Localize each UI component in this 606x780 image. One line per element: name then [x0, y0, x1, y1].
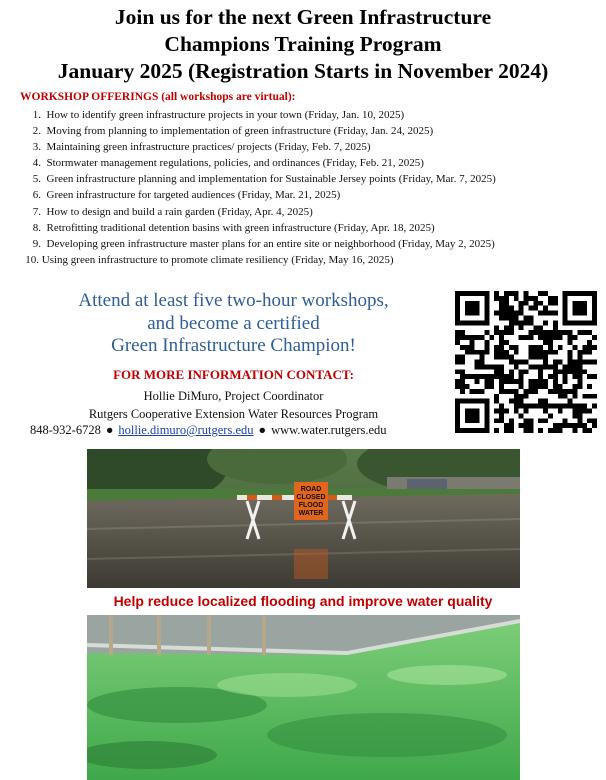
sign-water: WATER [298, 510, 324, 517]
contact-line [30, 423, 387, 438]
workshop-item: 7. How to design and build a rain garden (Friday, Apr. 4, 2025) [32, 205, 313, 218]
workshop-offerings-heading: WORKSHOP OFFERINGS (all workshops are virtual): [20, 91, 296, 103]
workshop-item: 1. How to identify green infrastructure projects in your town (Friday, Jan. 10, 2025) [32, 109, 405, 121]
flooded-street-photo [87, 449, 520, 588]
workshop-item: 5. Green infrastructure planning and implementation for Sustainable Jersey points (Friday, Mar. 7, 2025) [32, 173, 496, 186]
title-line-3: January 2025 (Registration Starts in November 2024) [57, 59, 549, 83]
email-link[interactable]: hollie.dimuro@rutgers.edu [118, 423, 254, 437]
qr-code-icon[interactable] [455, 291, 597, 433]
photo-caption: Help reduce localized flooding and improve water quality [113, 593, 493, 609]
sign-road: ROAD [300, 486, 322, 493]
workshop-item: 6. Green infrastructure for targeted audiences (Friday, Mar. 21, 2025) [32, 189, 341, 202]
bullet-separator: ● [105, 423, 114, 437]
workshop-item: 10. Using green infrastructure to promote climate resiliency (Friday, May 16, 2025) [25, 253, 394, 266]
contact-heading: FOR MORE INFORMATION CONTACT: [113, 367, 354, 382]
certification-callout [26, 290, 441, 358]
workshop-item: 4. Stormwater management regulations, policies, and ordinances (Friday, Feb. 21, 2025) [32, 157, 424, 170]
website-link[interactable]: www.water.rutgers.edu [271, 423, 387, 437]
program-name: Rutgers Cooperative Extension Water Resources Program [88, 407, 379, 421]
sign-closed: CLOSED [296, 494, 326, 501]
title-line-2: Champions Training Program [164, 32, 442, 56]
phone-number: 848-932-6728 [30, 423, 101, 437]
contact-details [26, 387, 441, 423]
workshop-list [0, 107, 600, 268]
coordinator-name: Hollie DiMuro, Project Coordinator [143, 389, 324, 403]
flyer-title [0, 4, 606, 85]
bullet-separator: ● [258, 423, 267, 437]
sign-flood: FLOOD [298, 502, 324, 509]
workshop-item: 2. Moving from planning to implementation of green infrastructure (Friday, Jan. 24, 2025) [32, 125, 434, 138]
workshop-item: 8. Retrofitting traditional detention basins with green infrastructure (Friday, Apr. 18, 2025) [32, 221, 435, 234]
certification-line-3: Green Infrastructure Champion! [111, 335, 356, 356]
certification-line-1: Attend at least five two-hour workshops, [78, 290, 389, 311]
workshop-item: 3. Maintaining green infrastructure practices/ projects (Friday, Feb. 7, 2025) [32, 141, 371, 154]
certification-line-2: and become a certified [147, 312, 320, 334]
algae-bloom-photo [87, 615, 520, 780]
workshop-item: 9. Developing green infrastructure master plans for an entire site or neighborhood (Friday, May 2, 2025) [32, 237, 495, 250]
title-line-1: Join us for the next Green Infrastructure [114, 5, 492, 29]
